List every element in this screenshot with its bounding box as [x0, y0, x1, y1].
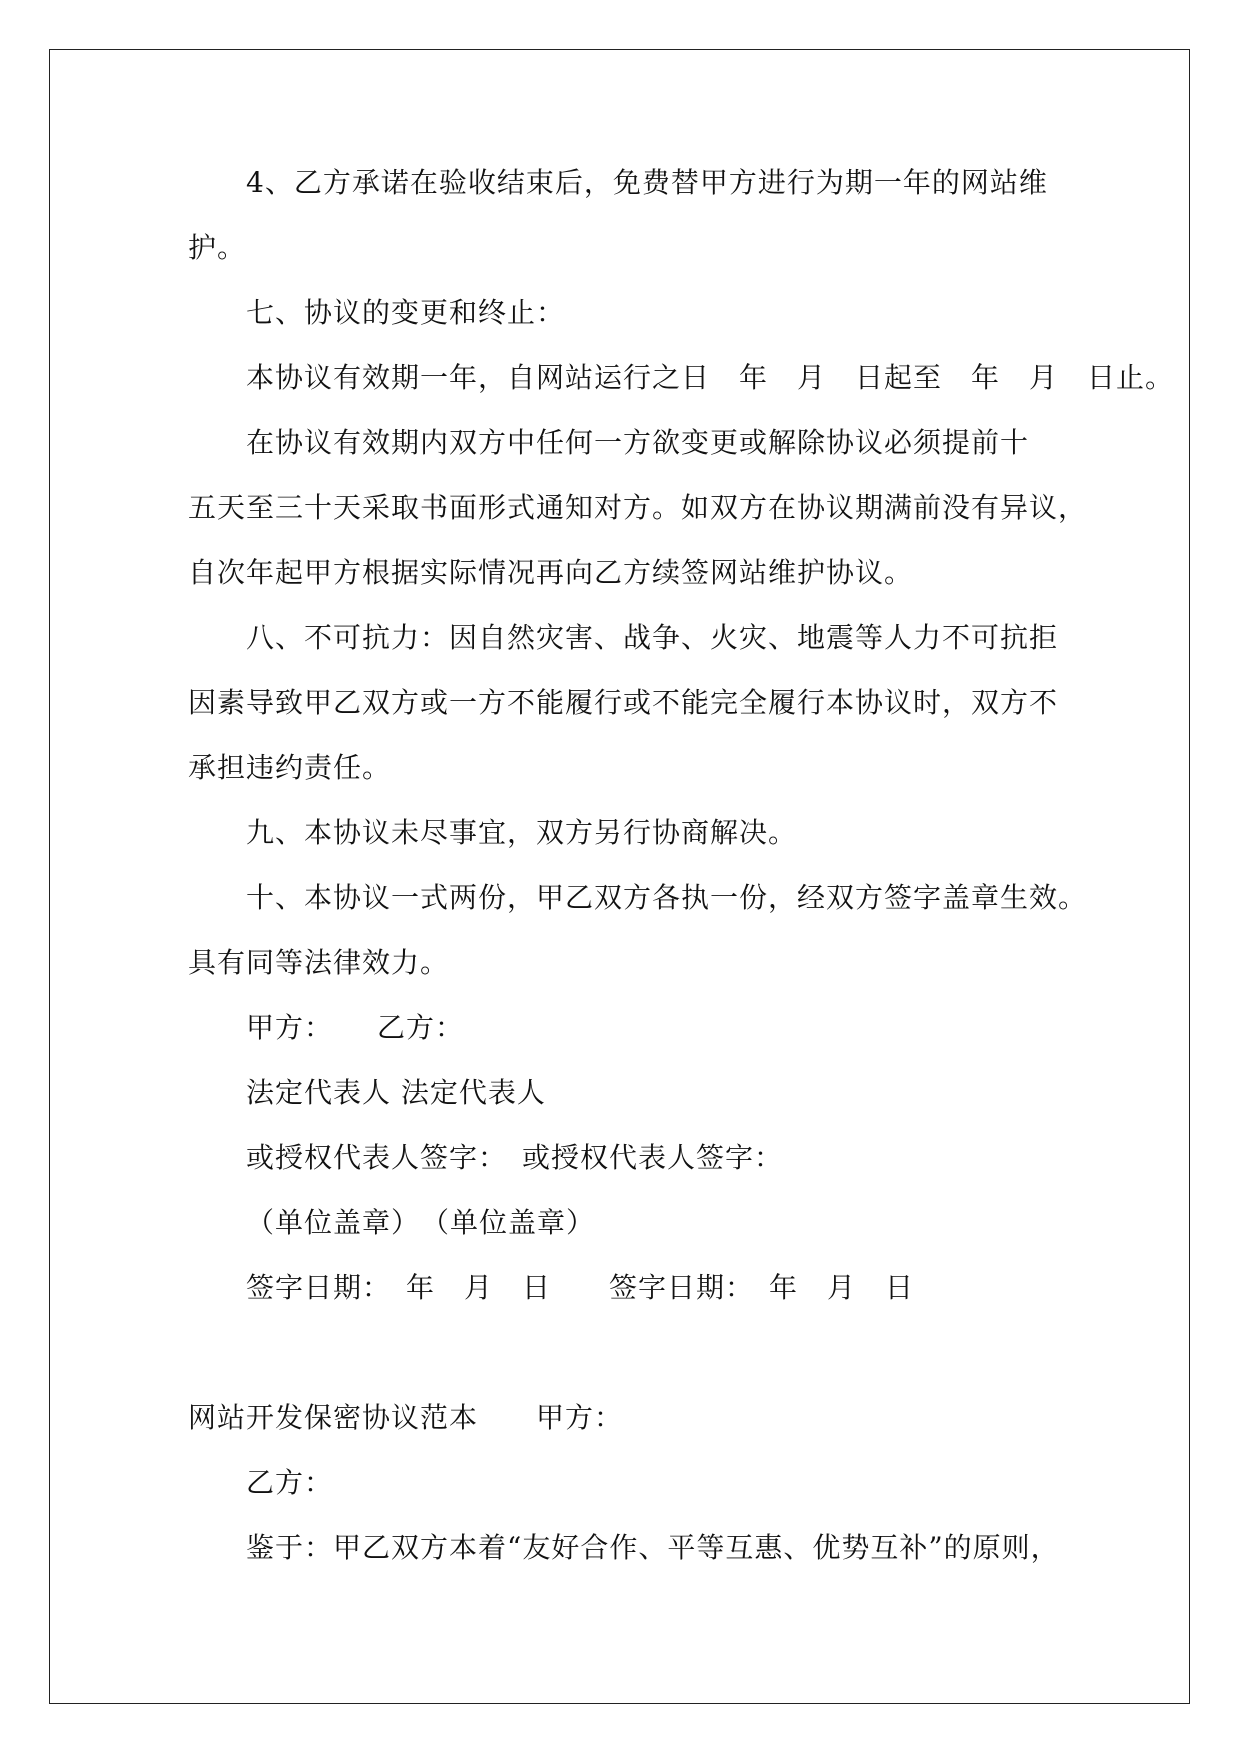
party-b-line: 乙方：	[246, 1466, 334, 1499]
authorized-signature-line: 或授权代表人签字： 或授权代表人签字：	[246, 1141, 784, 1174]
force-majeure-line-3: 承担违约责任。	[188, 751, 392, 784]
force-majeure-line-2: 因素导致甲乙双方或一方不能履行或不能完全履行本协议时，双方不	[188, 686, 1059, 719]
signature-date-line: 签字日期： 年 月 日 签字日期： 年 月 日	[246, 1271, 915, 1304]
confidentiality-agreement-title: 网站开发保密协议范本 甲方：	[188, 1401, 624, 1434]
force-majeure-line-1: 八、不可抗力：因自然灾害、战争、火灾、地震等人力不可抗拒	[246, 621, 1059, 654]
clause-6-4-line-1: 4、乙方承诺在验收结束后，免费替甲方进行为期一年的网站维	[246, 166, 1048, 199]
section-9-line: 九、本协议未尽事宜，双方另行协商解决。	[246, 816, 798, 849]
termination-line-3: 自次年起甲方根据实际情况再向乙方续签网站维护协议。	[188, 556, 914, 589]
validity-period-line: 本协议有效期一年，自网站运行之日 年 月 日起至 年 月 日止。	[246, 361, 1175, 394]
section-7-heading: 七、协议的变更和终止：	[246, 296, 566, 329]
legal-representative-line: 法定代表人 法定代表人	[246, 1076, 546, 1109]
whereas-line: 鉴于：甲乙双方本着“友好合作、平等互惠、优势互补”的原则，	[246, 1531, 1060, 1564]
section-10-line-1: 十、本协议一式两份，甲乙双方各执一份，经双方签字盖章生效。	[246, 881, 1088, 914]
section-10-line-2: 具有同等法律效力。	[188, 946, 450, 979]
termination-line-2: 五天至三十天采取书面形式通知对方。如双方在协议期满前没有异议，	[188, 491, 1088, 524]
parties-line: 甲方： 乙方：	[246, 1011, 465, 1044]
termination-line-1: 在协议有效期内双方中任何一方欲变更或解除协议必须提前十	[246, 426, 1030, 459]
clause-6-4-line-2: 护。	[188, 231, 247, 264]
company-seal-line: （单位盖章） （单位盖章）	[246, 1206, 596, 1239]
page-border	[49, 49, 1190, 1704]
